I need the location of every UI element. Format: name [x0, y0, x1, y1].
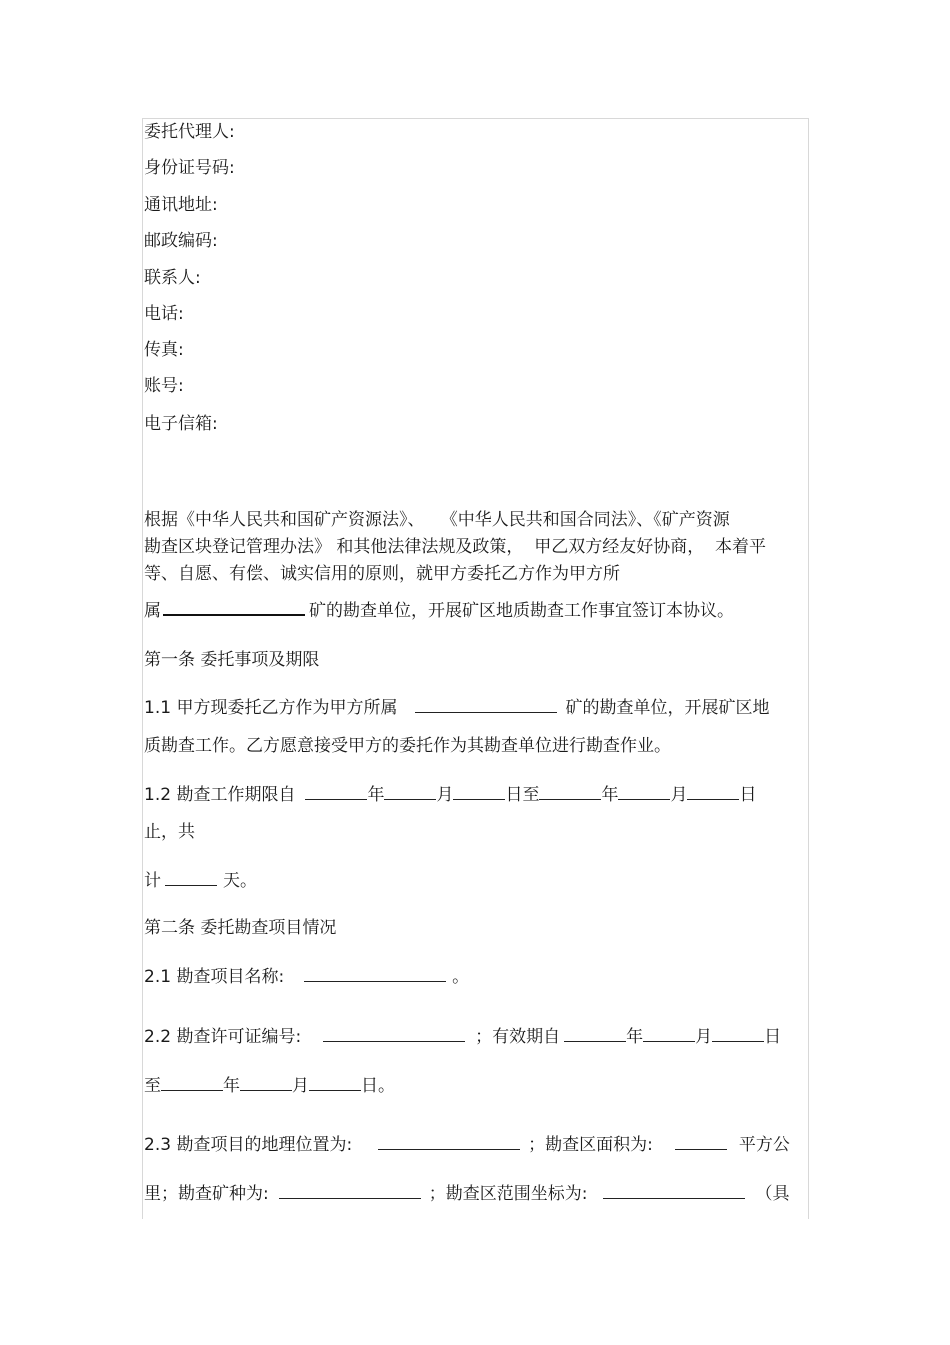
label-until-year: 年 [223, 1076, 240, 1096]
label-end-year: 年 [601, 785, 619, 805]
intro-line-4-suffix: 矿的勘查单位，开展矿区地质勘查工作事宜签订本协议。 [309, 601, 734, 621]
blank-coordinates [603, 1184, 745, 1199]
article-1-title: 第一条 委托事项及期限 [144, 650, 320, 670]
field-phone: 电话: [144, 304, 184, 324]
label-valid-month: 月 [695, 1027, 713, 1047]
clause-2-2-prefix: 2.2 勘查许可证编号: [144, 1027, 302, 1047]
blank-valid-month [643, 1027, 695, 1042]
clause-1-2-line-2: 止，共 [144, 822, 195, 842]
blank-start-month [384, 785, 436, 800]
label-end-day: 日 [739, 785, 757, 805]
clause-2-3-prefix: 2.3 勘查项目的地理位置为: [144, 1135, 353, 1155]
label-month: 月 [436, 785, 454, 805]
clause-2-3-line-2-suffix: （具 [755, 1184, 790, 1204]
clause-2-1-suffix: 。 [452, 967, 470, 987]
total-prefix: 计 [144, 871, 161, 891]
clause-2-3-suffix: 平方公 [738, 1135, 790, 1155]
clause-2-3-line-2 [144, 1183, 789, 1205]
blank-start-year [305, 785, 367, 800]
clause-2-3-line-2-mid: ；勘查区范围坐标为: [428, 1184, 588, 1204]
clause-1-2-total [144, 870, 257, 892]
total-suffix: 天。 [223, 871, 257, 891]
clause-2-3 [144, 1134, 790, 1156]
clause-2-3-mid: ；勘查区面积为: [528, 1135, 653, 1155]
blank-area [675, 1135, 727, 1150]
blank-license-number [323, 1027, 465, 1042]
blank-end-month [618, 785, 670, 800]
clause-1-1-line-2: 质勘查工作。乙方愿意接受甲方的委托作为其勘查单位进行勘查作业。 [144, 736, 671, 756]
clause-2-2-mid: ；有效期自 [475, 1027, 561, 1047]
blank-end-day [687, 785, 739, 800]
field-contact: 联系人: [144, 268, 201, 288]
label-valid-day: 日 [764, 1027, 782, 1047]
blank-location [378, 1135, 520, 1150]
clause-2-3-line-2-prefix: 里；勘查矿种为: [144, 1184, 269, 1204]
clause-2-2-line-2 [144, 1075, 395, 1097]
blank-valid-year [564, 1027, 626, 1042]
blank-until-year [161, 1076, 223, 1091]
clause-1-2 [144, 784, 756, 806]
field-fax: 传真: [144, 340, 184, 360]
intro-line-2: 勘查区块登记管理办法》 和其他法律法规及政策， 甲乙双方经友好协商， 本着平 [144, 537, 767, 557]
clause-1-2-prefix: 1.2 勘查工作期限自 [144, 785, 296, 805]
intro-line-4 [144, 600, 734, 622]
blank-until-day [309, 1076, 361, 1091]
label-until-month: 月 [292, 1076, 309, 1096]
blank-until-month [240, 1076, 292, 1091]
intro-line-4-prefix: 属 [144, 601, 161, 621]
article-2-title: 第二条 委托勘查项目情况 [144, 918, 337, 938]
field-account: 账号: [144, 376, 184, 396]
blank-mine-name [163, 600, 305, 616]
label-year: 年 [367, 785, 385, 805]
intro-line-1: 根据《中华人民共和国矿产资源法》、 《中华人民共和国合同法》、《矿产资源 [144, 510, 730, 530]
clause-2-2 [144, 1026, 781, 1048]
blank-mineral [279, 1184, 421, 1199]
intro-line-3: 等、自愿、有偿、诚实信用的原则，就甲方委托乙方作为甲方所 [144, 564, 620, 584]
field-address: 通讯地址: [144, 195, 218, 215]
clause-1-1 [144, 697, 769, 719]
label-end-month: 月 [670, 785, 688, 805]
label-day-to: 日至 [505, 785, 540, 805]
clause-2-1-prefix: 2.1 勘查项目名称: [144, 967, 285, 987]
blank-project-name [304, 967, 446, 982]
clause-1-1-suffix: 矿的勘查单位，开展矿区地 [565, 698, 770, 718]
field-email: 电子信箱: [144, 414, 218, 434]
clause-2-1 [144, 966, 469, 988]
blank-mine [415, 698, 557, 713]
clause-1-1-prefix: 1.1 甲方现委托乙方作为甲方所属 [144, 698, 398, 718]
clause-2-2-line-2-prefix: 至 [144, 1076, 161, 1096]
label-until-day: 日。 [361, 1076, 395, 1096]
label-valid-year: 年 [626, 1027, 644, 1047]
blank-valid-day [712, 1027, 764, 1042]
field-agent: 委托代理人: [144, 122, 235, 142]
field-id-number: 身份证号码: [144, 158, 235, 178]
blank-end-year [539, 785, 601, 800]
blank-total-days [165, 871, 217, 886]
blank-start-day [453, 785, 505, 800]
field-postcode: 邮政编码: [144, 231, 218, 251]
